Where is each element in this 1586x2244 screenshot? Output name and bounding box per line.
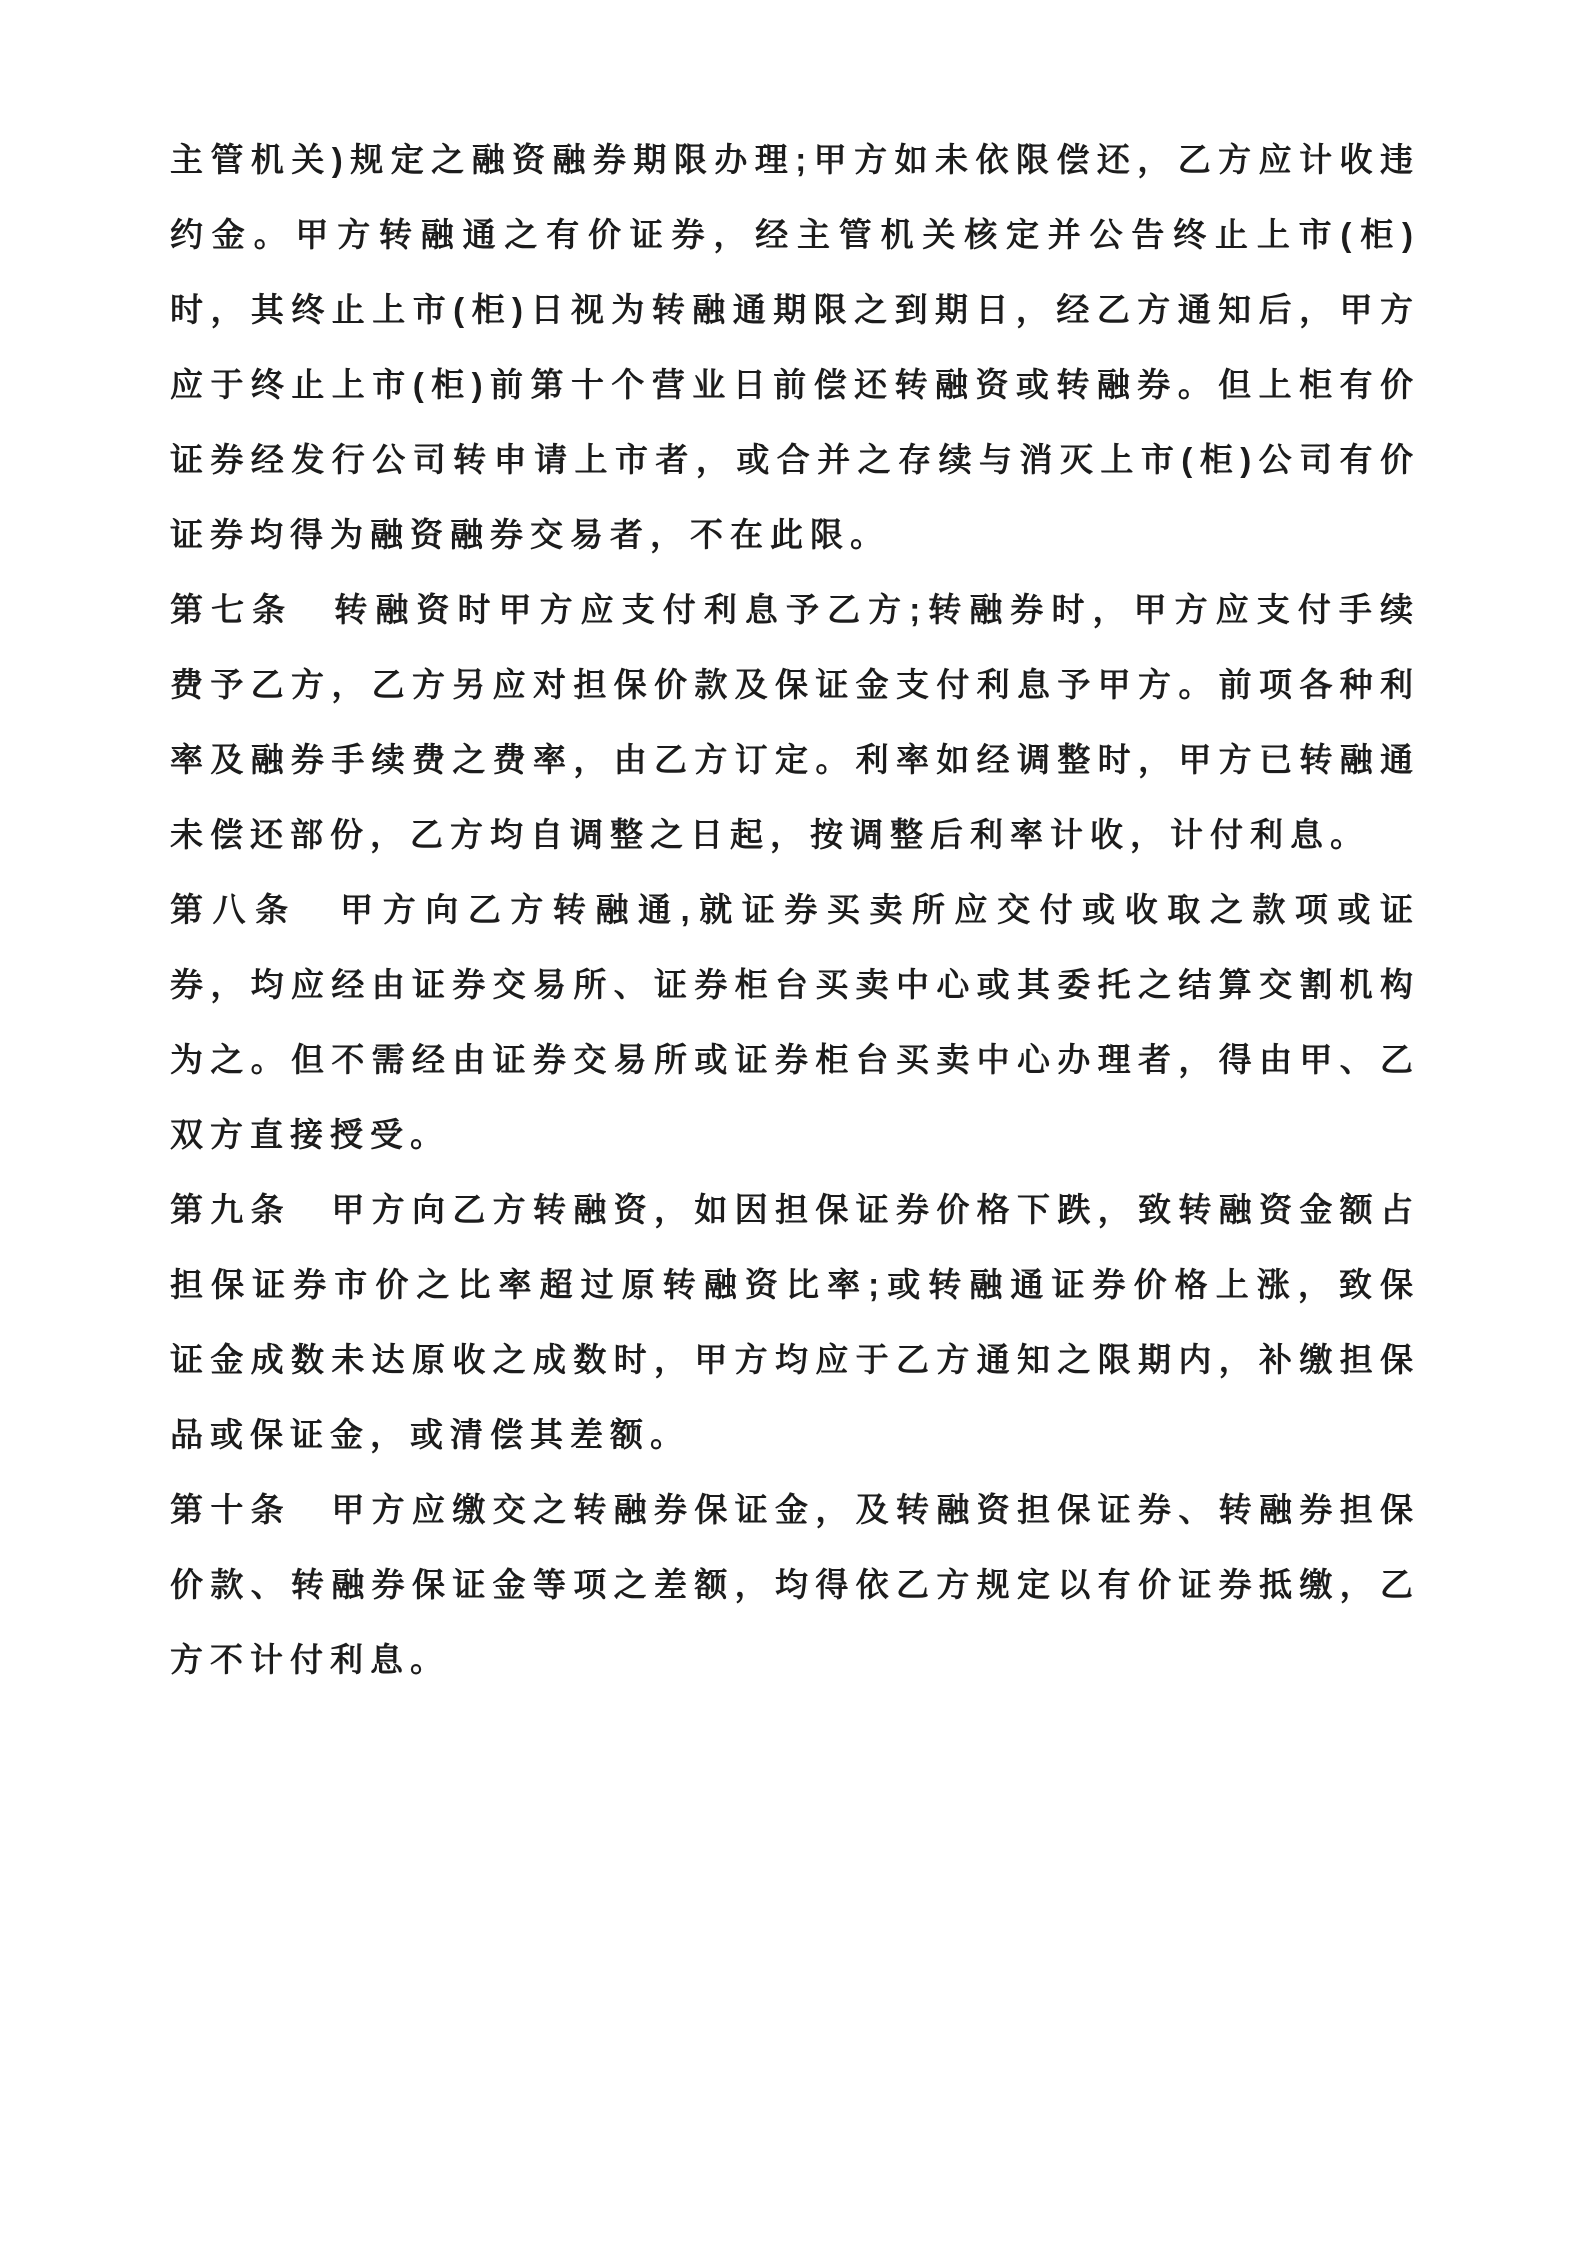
paragraph-article8: 第八条 甲方向乙方转融通,就证券买卖所应交付或收取之款项或证券，均应经由证券交易所、证券柜台买卖中心或其委托之结算交割机构为之。但不需经由证券交易所或证券柜台买卖中心办理者，得由甲、乙双方直接授受。 <box>170 891 1420 1153</box>
paragraph-continuation-article6: 主管机关)规定之融资融券期限办理;甲方如未依限偿还，乙方应计收违约金。甲方转融通之有价证券，经主管机关核定并公告终止上市(柜)时，其终止上市(柜)日视为转融通期限之到期日，经乙方通知后，甲方应于终止上市(柜)前第十个营业日前偿还转融资或转融券。但上柜有价证券经发行公司转申请上市者，或合并之存续与消灭上市(柜)公司有价证券均得为融资融券交易者，不在此限。 <box>170 141 1420 553</box>
paragraph-article9: 第九条 甲方向乙方转融资，如因担保证券价格下跌，致转融资金额占担保证券市价之比率超过原转融资比率;或转融通证券价格上涨，致保证金成数未达原收之成数时，甲方均应于乙方通知之限期内，补缴担保品或保证金，或清偿其差额。 <box>170 1191 1420 1453</box>
paragraph-article7: 第七条 转融资时甲方应支付利息予乙方;转融券时，甲方应支付手续费予乙方，乙方另应对担保价款及保证金支付利息予甲方。前项各种利率及融券手续费之费率，由乙方订定。利率如经调整时，甲方已转融通未偿还部份，乙方均自调整之日起，按调整后利率计收，计付利息。 <box>170 591 1420 853</box>
document-body <box>170 122 1420 1697</box>
paragraph-article10: 第十条 甲方应缴交之转融券保证金，及转融资担保证券、转融券担保价款、转融券保证金等项之差额，均得依乙方规定以有价证券抵缴，乙方不计付利息。 <box>170 1491 1420 1678</box>
